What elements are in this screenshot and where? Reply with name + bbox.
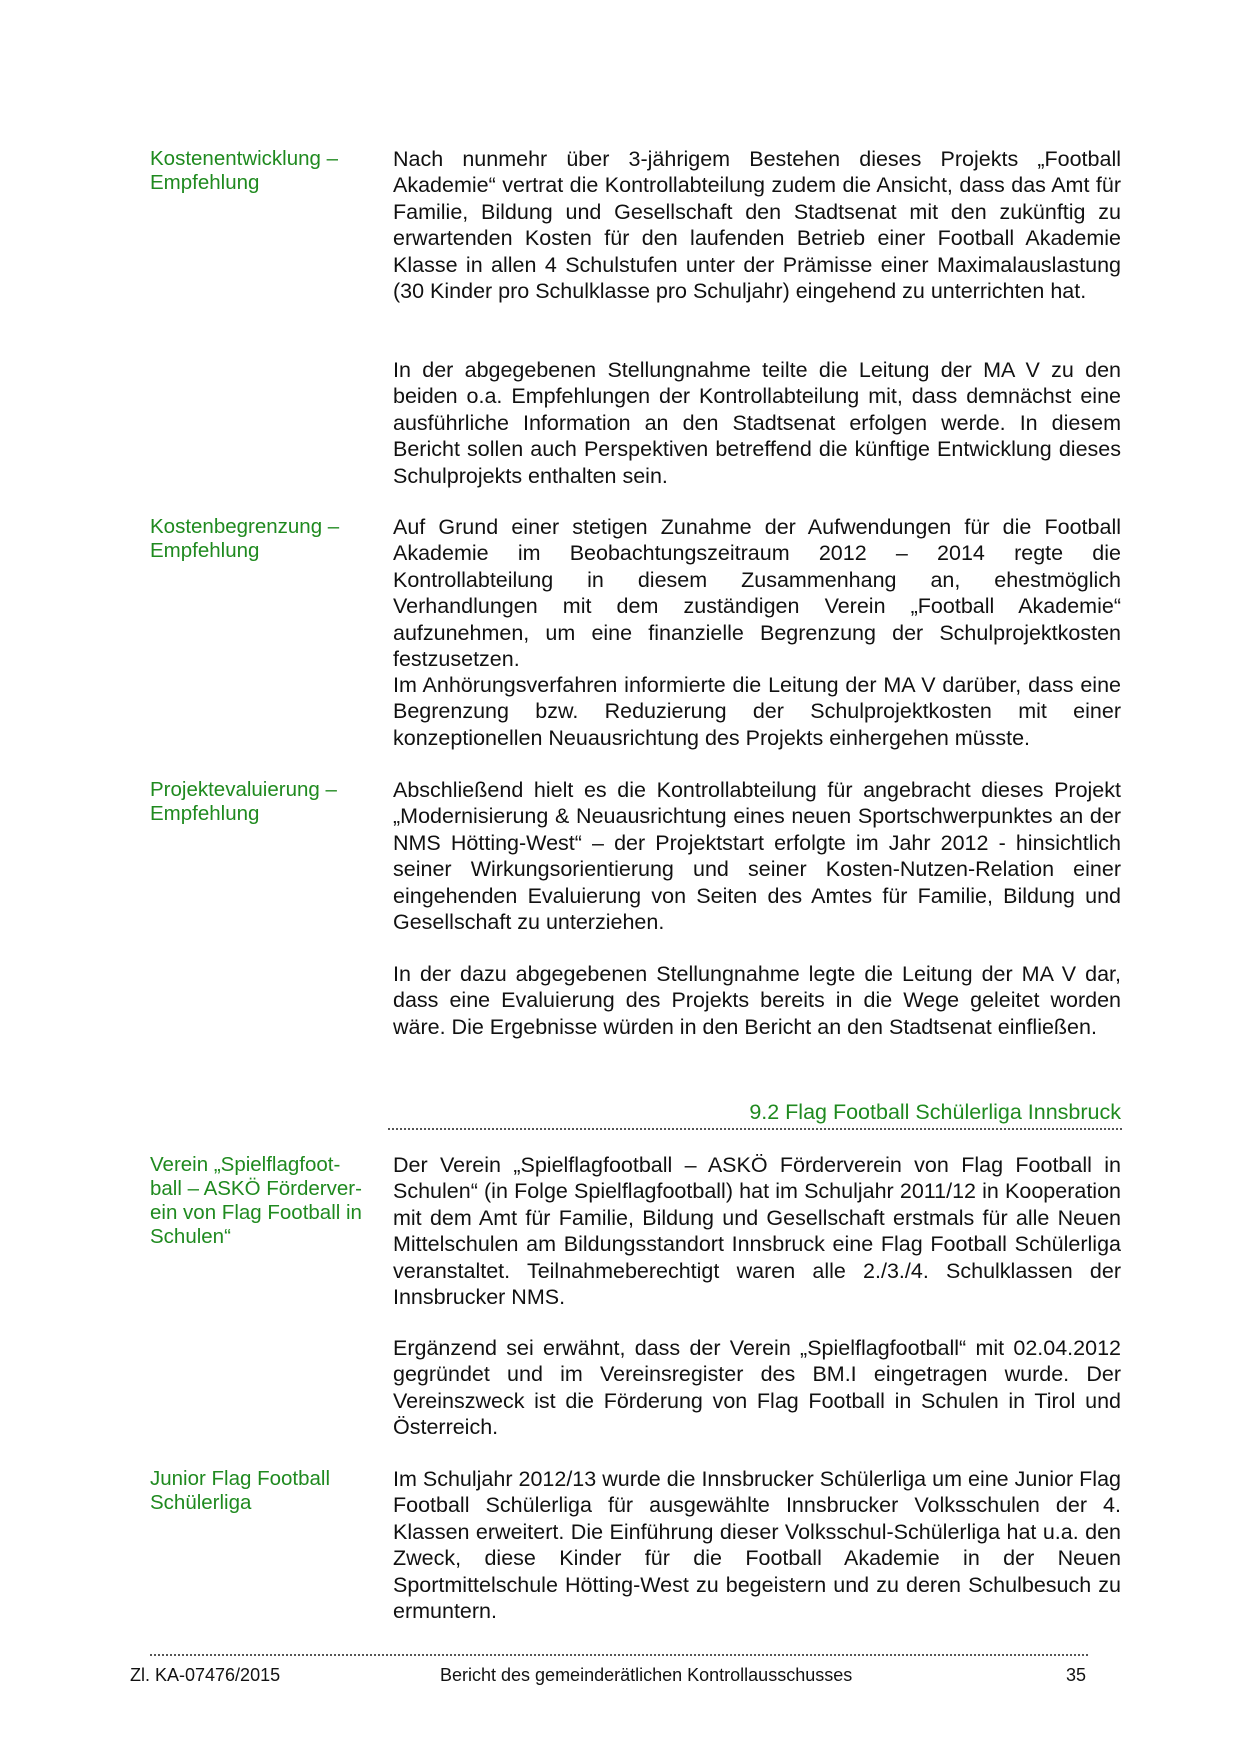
margin-note-projektevaluierung: Projektevaluierung – Empfehlung <box>150 778 337 825</box>
paragraph-junior: Im Schuljahr 2012/13 wurde die Innsbrucker Schülerliga um eine Junior Flag Football Schülerliga für ausgewählte Innsbrucker Volksschulen der 4. Klassen erweitert. Die Einführung dieser Volksschul-Schülerliga hat u.a. den Zweck, diese Kinder für die Football Akademie in der Neuen Sportmittelschule Hötting-West zu begeistern und zu deren Schulbesuch zu ermuntern. <box>393 1467 1121 1624</box>
margin-note-verein: Verein „Spielflagfoot-ball – ASKÖ Förderver-ein von Flag Football in Schulen“ <box>150 1153 362 1248</box>
section-heading: 9.2 Flag Football Schülerliga Innsbruck <box>749 1100 1121 1124</box>
footer-title: Bericht des gemeinderätlichen Kontrollausschusses <box>440 1665 853 1685</box>
margin-note-kostenbegrenzung: Kostenbegrenzung – Empfehlung <box>150 515 340 562</box>
margin-note-kostenentwicklung: Kostenentwicklung – Empfehlung <box>150 147 339 194</box>
paragraph-ergaenzend: Ergänzend sei erwähnt, dass der Verein „Spielflagfootball“ mit 02.04.2012 gegründet und im Vereinsregister des BM.I eingetragen wurde. Der Vereinszweck ist die Förderung von Flag Football in Schulen in Tirol und Österreich. <box>393 1336 1121 1440</box>
paragraph-kostenentwicklung: Nach nunmehr über 3-jährigem Bestehen dieses Projekts „Football Akademie“ vertrat die Kontrollabteilung zudem die Ansicht, dass das Amt für Familie, Bildung und Gesellschaft den Stadtsenat mit den zukünftig zu erwartenden Kosten für den laufenden Betrieb einer Football Akademie Klasse in allen 4 Schulstufen unter der Prämisse einer Maximalauslastung (30 Kinder pro Schulklasse pro Schuljahr) eingehend zu unterrichten hat. <box>393 147 1121 304</box>
paragraph-anhoerung: Im Anhörungsverfahren informierte die Leitung der MA V darüber, dass eine Begrenzung bzw. Reduzierung der Schulprojektkosten mit einer konzeptionellen Neuausrichtung des Projekts einhergehen müsste. <box>393 673 1121 750</box>
section-divider <box>388 1128 1122 1130</box>
paragraph-kostenbegrenzung: Auf Grund einer stetigen Zunahme der Aufwendungen für die Football Akademie im Beobachtungszeitraum 2012 – 2014 regte die Kontrollabteilung in diesem Zusammenhang an, ehestmöglich Verhandlungen mit dem zuständigen Verein „Football Akademie“ aufzunehmen, um eine finanzielle Begrenzung der Schulprojektkosten festzusetzen. <box>393 515 1121 672</box>
footer-reference: Zl. KA-07476/2015 <box>130 1665 281 1685</box>
paragraph-verein: Der Verein „Spielflagfootball – ASKÖ Förderverein von Flag Football in Schulen“ (in Folge Spielflagfootball) hat im Schuljahr 2011/12 in Kooperation mit dem Amt für Familie, Bildung und Gesellschaft erstmals für alle Neuen Mittelschulen am Bildungsstandort Innsbruck eine Flag Football Schülerliga veranstaltet. Teilnahmeberechtigt waren alle 2./3./4. Schulklassen der Innsbrucker NMS. <box>393 1153 1121 1310</box>
margin-note-junior: Junior Flag Football Schülerliga <box>150 1467 331 1514</box>
footer-divider <box>150 1654 1088 1656</box>
paragraph-stellungnahme-1: In der abgegebenen Stellungnahme teilte die Leitung der MA V zu den beiden o.a. Empfehlungen der Kontrollabteilung mit, dass demnächst eine ausführliche Information an den Stadtsenat erfolgen werde. In diesem Bericht sollen auch Perspektiven betreffend die künftige Entwicklung dieses Schulprojekts enthalten sein. <box>393 358 1121 488</box>
paragraph-projektevaluierung: Abschließend hielt es die Kontrollabteilung für angebracht dieses Projekt „Modernisierung & Neuausrichtung eines neuen Sportschwerpunktes an der NMS Hötting-West“ – der Projektstart erfolgte im Jahr 2012 - hinsichtlich seiner Wirkungsorientierung und seiner Kosten-Nutzen-Relation einer eingehenden Evaluierung von Seiten des Amtes für Familie, Bildung und Gesellschaft zu unterziehen. <box>393 778 1121 935</box>
page-number: 35 <box>1066 1665 1087 1685</box>
paragraph-stellungnahme-2: In der dazu abgegebenen Stellungnahme legte die Leitung der MA V dar, dass eine Evaluierung des Projekts bereits in die Wege geleitet worden wäre. Die Ergebnisse würden in den Bericht an den Stadtsenat einfließen. <box>393 962 1121 1039</box>
